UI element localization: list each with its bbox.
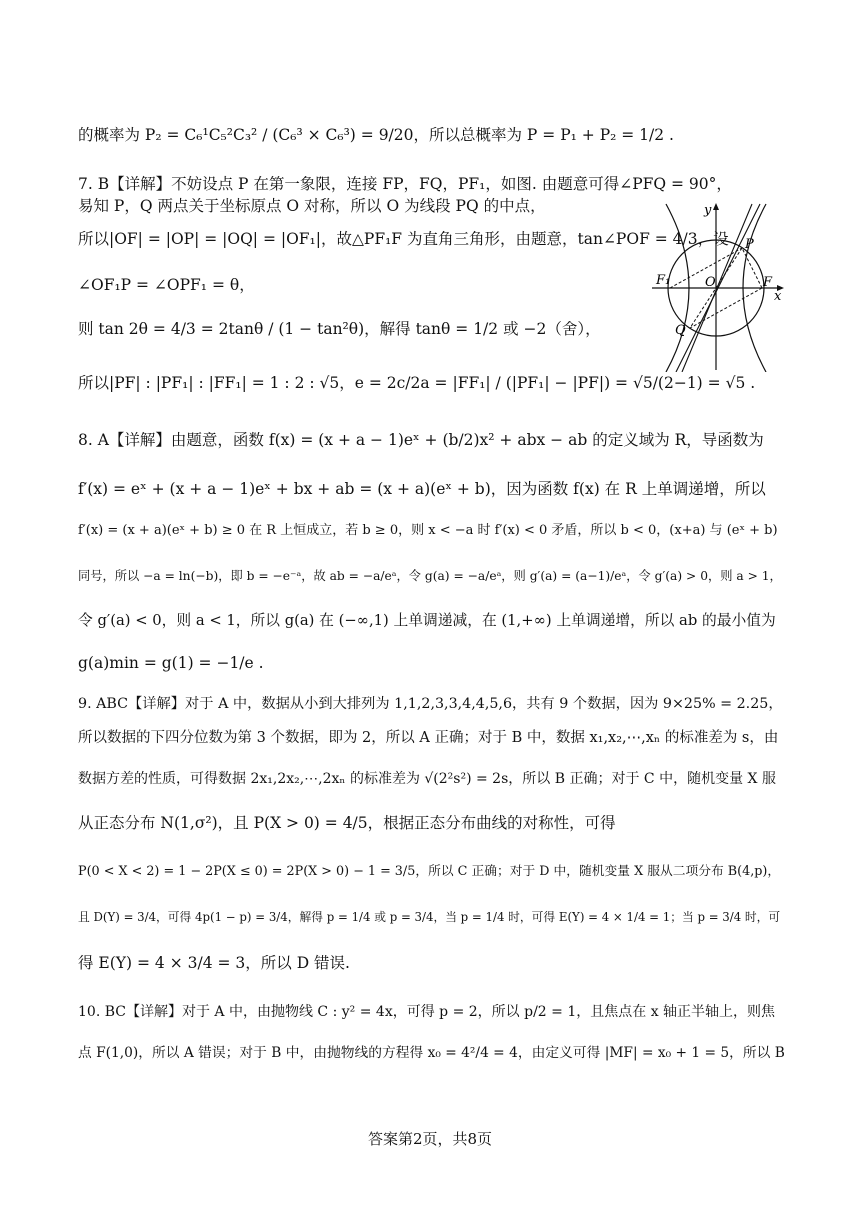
text-line: 则 tan 2θ = 4/3 = 2tanθ / (1 − tan²θ)，解得 tanθ = 1/2 或 −2（舍）， <box>78 320 601 338</box>
text-line: g(a)min = g(1) = −1/e . <box>78 654 264 672</box>
text-line: 所以数据的下四分位数为第 3 个数据，即为 2，所以 A 正确；对于 B 中，数据 x₁,x₂,⋯,xₙ 的标准差为 s，由 <box>78 730 779 746</box>
label-y: y <box>704 203 712 218</box>
text-line: 且 D(Y) = 3/4，可得 4p(1 − p) = 3/4，解得 p = 1/4 或 p = 3/4，当 p = 1/4 时，可得 E(Y) = 4 × 1/4 = 1；当 p = 3/4 时，可 <box>78 910 781 924</box>
text-line: 得 E(Y) = 4 × 3/4 = 3，所以 D 错误. <box>78 954 350 972</box>
text-line: 同号，所以 −a = ln(−b)，即 b = −e⁻ᵃ，故 ab = −a/eᵃ，令 g(a) = −a/eᵃ，则 g′(a) = (a−1)/eᵃ，令 g′(a) > 0，则 a > 1， <box>78 569 782 583</box>
text-line: 8. A【详解】由题意，函数 f(x) = (x + a − 1)eˣ + (b/2)x² + abx − ab 的定义域为 R，导函数为 <box>78 431 764 449</box>
text-line: f′(x) = (x + a)(eˣ + b) ≥ 0 在 R 上恒成立，若 b ≥ 0，则 x < −a 时 f′(x) < 0 矛盾，所以 b < 0，(x+a) 与 (eˣ + b) <box>78 523 778 538</box>
text-line: 10. BC【详解】对于 A 中，由抛物线 C : y² = 4x，可得 p = 2，所以 p/2 = 1，且焦点在 x 轴正半轴上，则焦 <box>78 1004 776 1020</box>
label-F: F <box>763 275 773 290</box>
text-line: 的概率为 P₂ = C₆¹C₅²C₃² / (C₆³ × C₆³) = 9/20，所以总概率为 P = P₁ + P₂ = 1/2 . <box>78 126 674 144</box>
label-x: x <box>774 289 782 304</box>
label-F1: F₁ <box>656 273 671 288</box>
text-line: 9. ABC【详解】对于 A 中，数据从小到大排列为 1,1,2,3,3,4,4,5,6，共有 9 个数据，因为 9×25% = 2.25， <box>78 696 783 712</box>
text-line: P(0 < X < 2) = 1 − 2P(X ≤ 0) = 2P(X > 0) − 1 = 3/5，所以 C 正确；对于 D 中，随机变量 X 服从二项分布 B(4,p)， <box>78 864 781 879</box>
text-line: 所以|OF| = |OP| = |OQ| = |OF₁|，故△PF₁F 为直角三角形，由题意，tan∠POF = 4/3，设 <box>78 230 729 248</box>
text-line: 所以|PF| : |PF₁| : |FF₁| = 1 : 2 : √5，e = 2c/2a = |FF₁| / (|PF₁| − |PF|) = √5/(2−1) = √5 . <box>78 374 756 392</box>
answer-page <box>78 0 786 1216</box>
text-line: 令 g′(a) < 0，则 a < 1，所以 g(a) 在 (−∞,1) 上单调递减，在 (1,+∞) 上单调递增，所以 ab 的最小值为 <box>78 612 776 629</box>
text-line: 从正态分布 N(1,σ²)，且 P(X > 0) = 4/5，根据正态分布曲线的对称性，可得 <box>78 814 616 832</box>
label-Q: Q <box>675 323 686 338</box>
text-line: f′(x) = eˣ + (x + a − 1)eˣ + bx + ab = (x + a)(eˣ + b)，因为函数 f(x) 在 R 上单调递增，所以 <box>78 480 766 498</box>
label-O: O <box>705 275 716 290</box>
text-line: ∠OF₁P = ∠OPF₁ = θ， <box>78 276 255 294</box>
text-line: 数据方差的性质，可得数据 2x₁,2x₂,⋯,2xₙ 的标准差为 √(2²s²) = 2s，所以 B 正确；对于 C 中，随机变量 X 服 <box>78 771 776 787</box>
text-line: 7. B【详解】不妨设点 P 在第一象限，连接 FP，FQ，PF₁，如图. 由题意可得∠PFQ = 90°， <box>78 175 732 193</box>
text-line: 易知 P，Q 两点关于坐标原点 O 对称，所以 O 为线段 PQ 的中点， <box>78 197 546 215</box>
text-line: 点 F(1,0)，所以 A 错误；对于 B 中，由抛物线的方程得 x₀ = 4²/4 = 4，由定义可得 |MF| = x₀ + 1 = 5，所以 B <box>78 1045 785 1061</box>
label-P: P <box>745 237 754 252</box>
hyperbola-figure <box>648 196 788 372</box>
segment-FQ <box>690 288 762 328</box>
page-footer: 答案第2页，共8页 <box>367 1130 493 1148</box>
y-axis-arrow <box>713 203 719 210</box>
